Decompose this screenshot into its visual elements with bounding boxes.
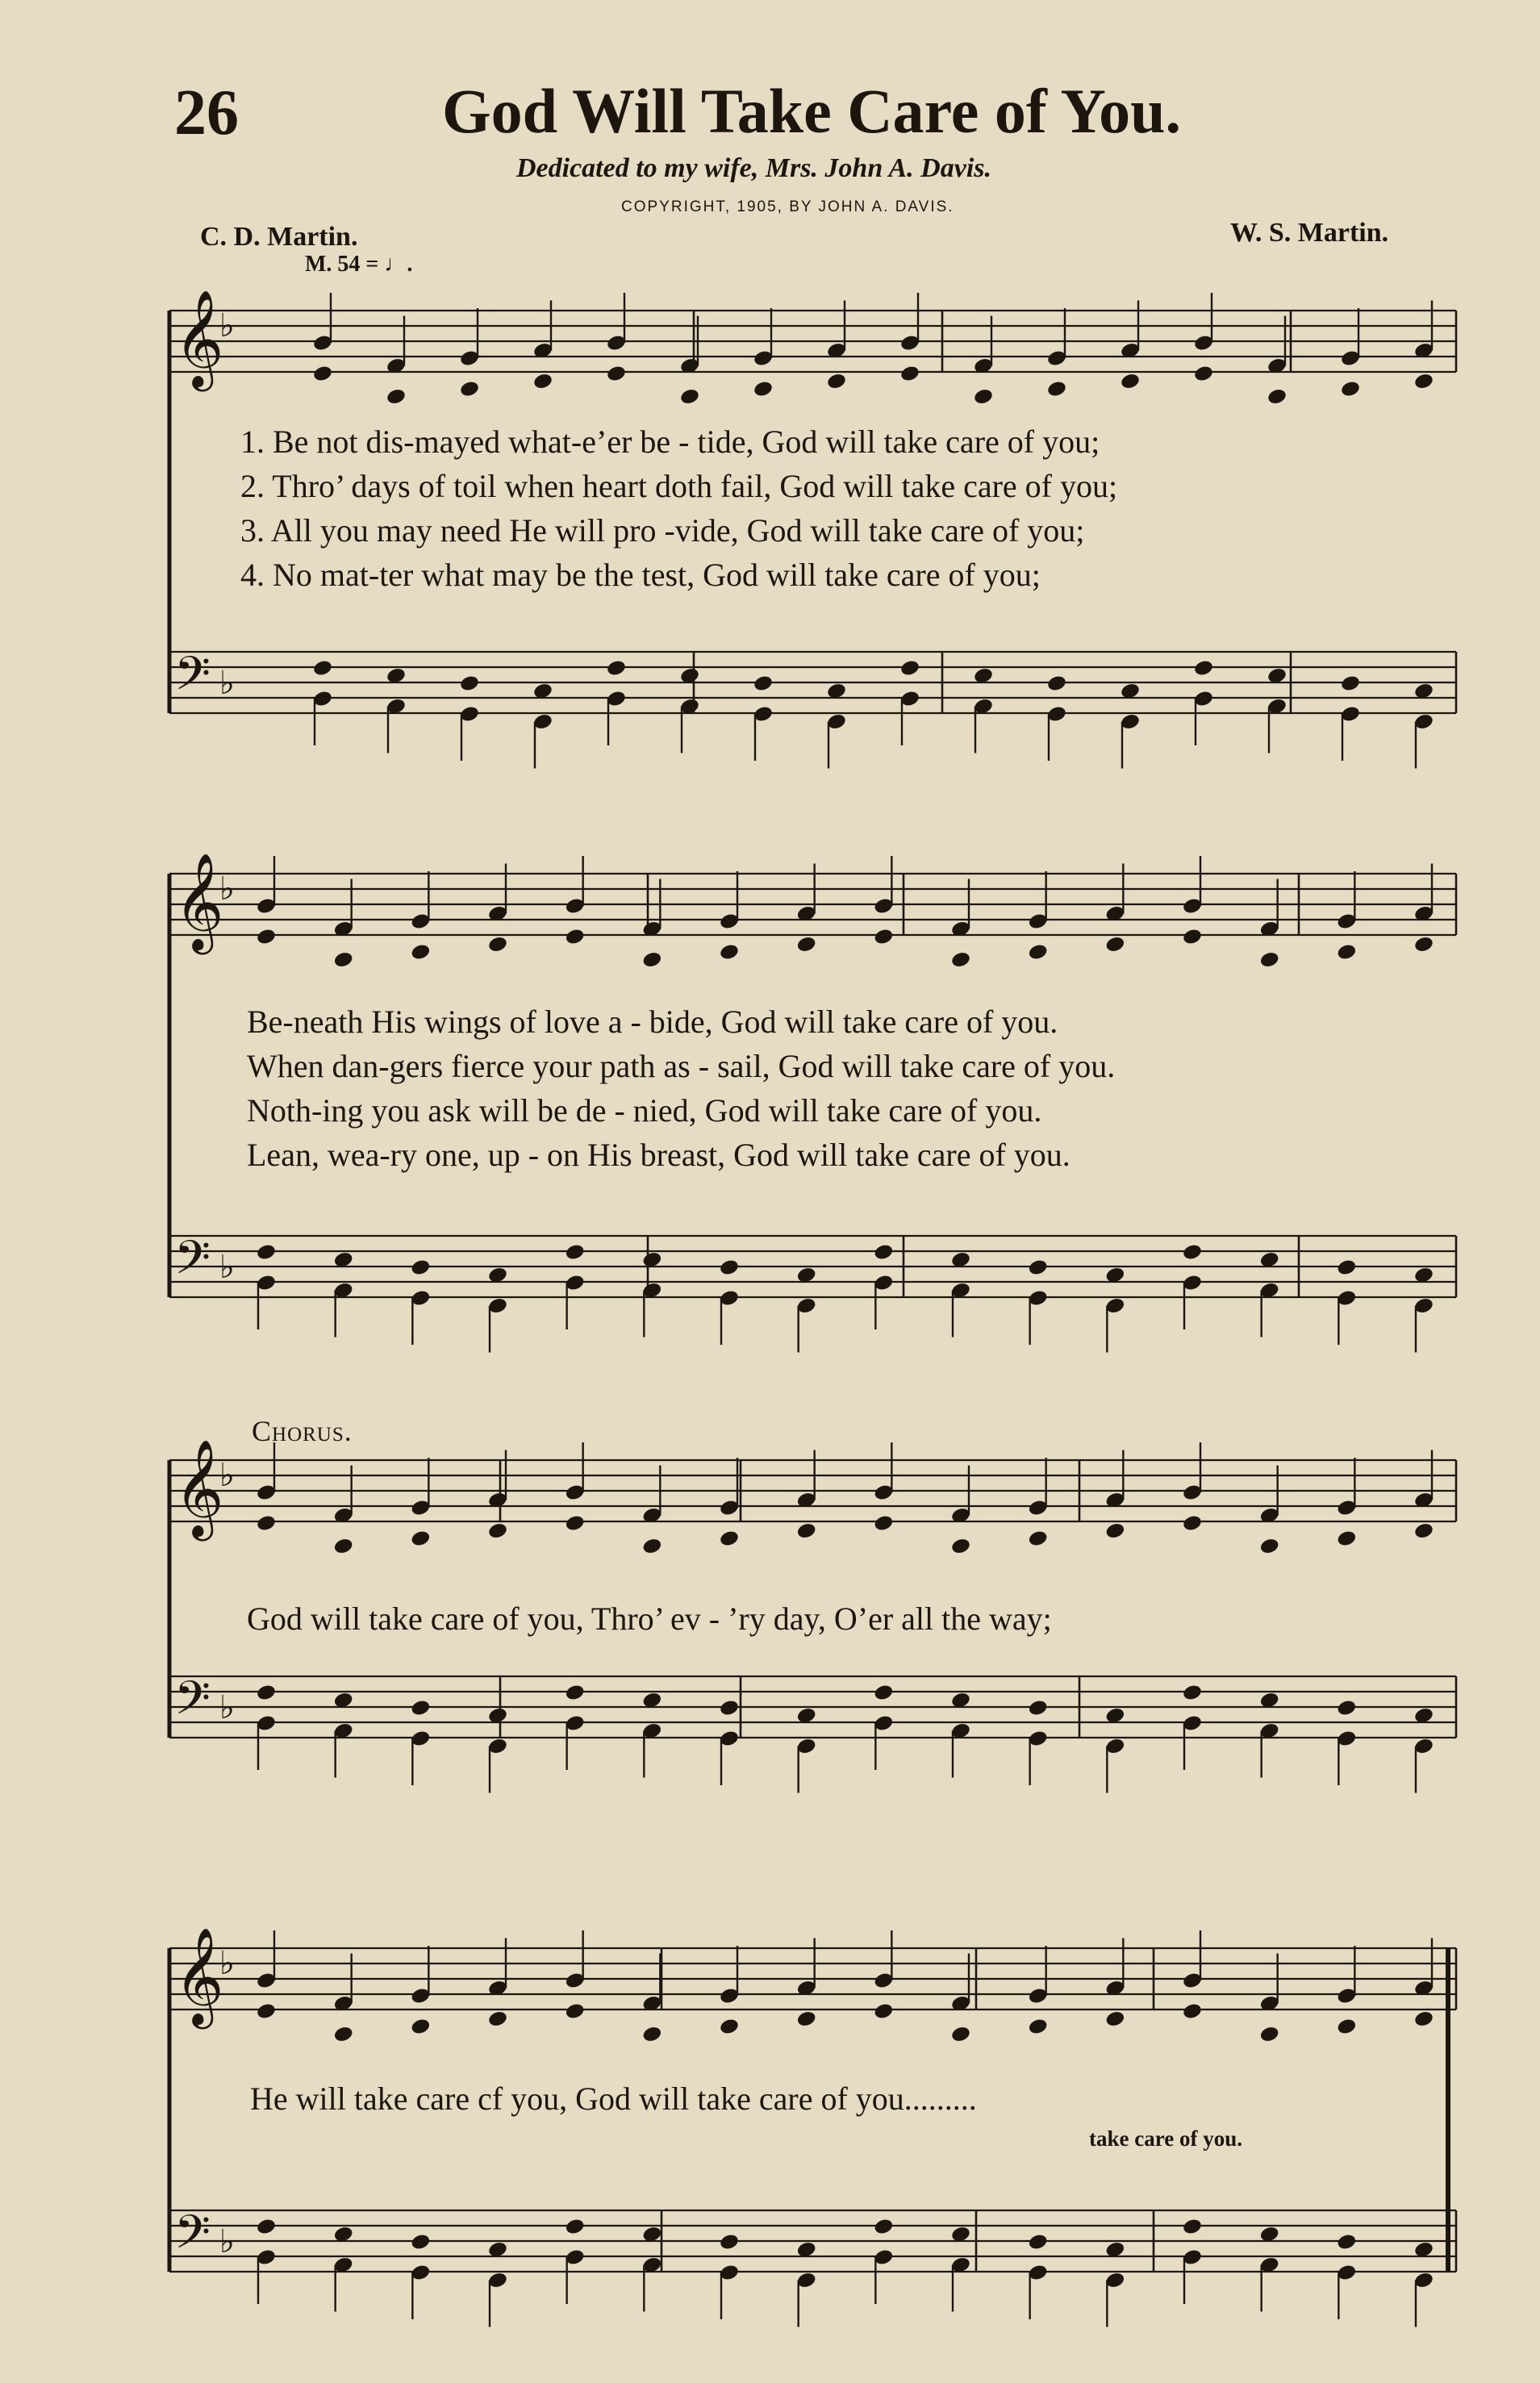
svg-text:♭: ♭ <box>219 1689 235 1726</box>
verse-1-line-1: 1. Be not dis-mayed what-e’er be - tide, God will take care of you; <box>240 424 1100 460</box>
svg-text:♭: ♭ <box>219 1457 235 1494</box>
chorus-line-2: He will take care cf you, God will take care of you......... <box>250 2080 977 2117</box>
svg-text:𝄢: 𝄢 <box>174 1671 211 1737</box>
chorus-line-1: God will take care of you, Thro’ ev - ’ry day, O’er all the way; <box>247 1600 1052 1637</box>
dedication: Dedicated to my wife, Mrs. John A. Davis. <box>516 153 991 183</box>
svg-text:𝄢: 𝄢 <box>174 2205 211 2271</box>
note-heads <box>256 334 1434 2289</box>
verse-2-line-1: 2. Thro’ days of toil when heart doth fail, God will take care of you; <box>240 468 1118 504</box>
svg-text:𝄞: 𝄞 <box>174 1926 224 2025</box>
tempo-marking: M. 54 = ♩. <box>305 252 413 277</box>
verse-4-line-2: Lean, wea-ry one, up - on His breast, God will take care of you. <box>247 1137 1070 1173</box>
svg-text:𝄞: 𝄞 <box>174 289 224 387</box>
chorus-label: Chorus. <box>252 1415 353 1447</box>
verse-1-line-2: Be-neath His wings of love a - bide, God will take care of you. <box>247 1004 1058 1040</box>
svg-text:♭: ♭ <box>219 1945 235 1982</box>
svg-text:♭: ♭ <box>219 307 235 344</box>
chorus-echo: take care of you. <box>1089 2126 1242 2151</box>
svg-text:𝄢: 𝄢 <box>174 646 211 712</box>
svg-text:𝄞: 𝄞 <box>174 1438 224 1537</box>
hymn-number: 26 <box>174 77 239 148</box>
words-author: C. D. Martin. <box>200 222 358 252</box>
svg-text:𝄢: 𝄢 <box>174 1230 211 1296</box>
svg-text:♭: ♭ <box>219 1249 235 1286</box>
clefs <box>174 289 235 2271</box>
verse-3-line-1: 3. All you may need He will pro -vide, God will take care of you; <box>240 512 1085 549</box>
svg-text:♭: ♭ <box>219 870 235 908</box>
verse-3-line-2: Noth-ing you ask will be de - nied, God will take care of you. <box>247 1092 1042 1129</box>
music-composer: W. S. Martin. <box>1230 218 1389 248</box>
note-stems <box>258 293 1432 2327</box>
svg-text:♭: ♭ <box>219 2223 235 2260</box>
verse-4-line-1: 4. No mat-ter what may be the test, God will take care of you; <box>240 557 1041 593</box>
verse-2-line-2: When dan-gers fierce your path as - sail, God will take care of you. <box>247 1048 1116 1084</box>
hymn-title: God Will Take Care of You. <box>442 76 1182 146</box>
svg-text:𝄞: 𝄞 <box>174 852 224 950</box>
svg-text:♭: ♭ <box>219 665 235 702</box>
copyright-notice: COPYRIGHT, 1905, BY JOHN A. DAVIS. <box>621 198 954 215</box>
